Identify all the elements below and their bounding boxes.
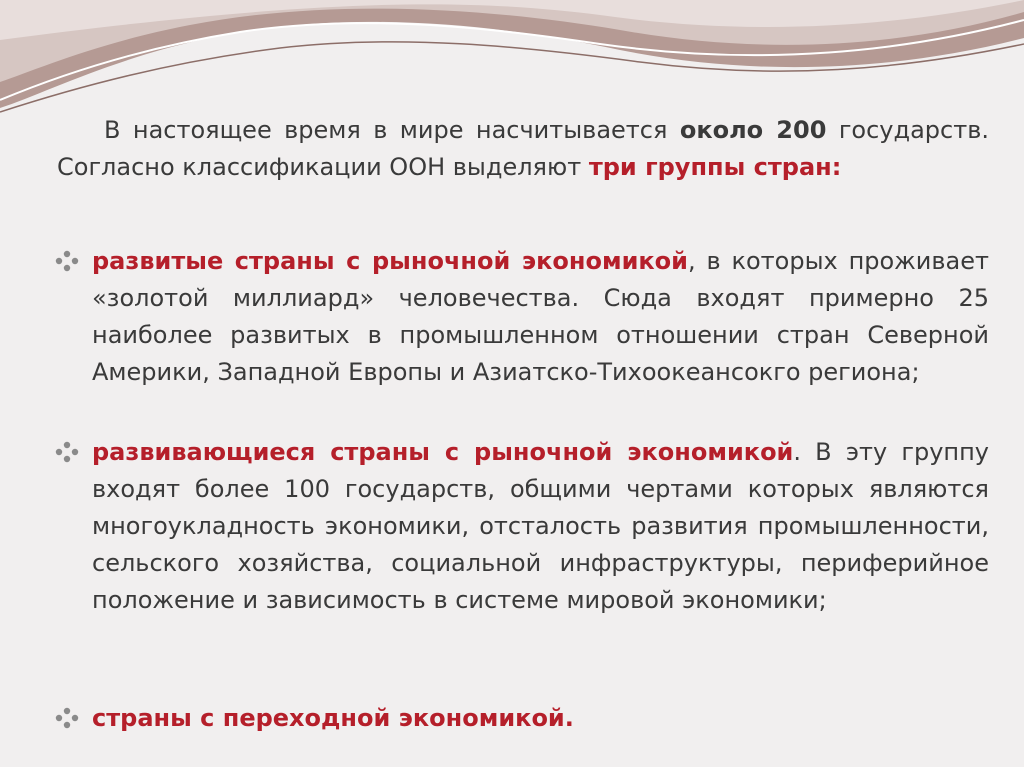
list-item-highlight: развитые страны с рыночной экономикой [92,247,688,275]
diamond-bullet-icon [54,441,80,463]
intro-text-1: В настоящее время в мире насчитывается [104,116,680,144]
intro-paragraph [57,112,989,186]
list-item-highlight: развивающиеся страны с рыночной экономикой [92,438,794,466]
list-item-highlight: страны с переходной экономикой. [92,704,574,732]
intro-bold-count: около 200 [679,116,827,144]
list-item-text: . В эту группу входят более 100 государств, общими чертами которых являются многоукладность экономики, отсталость развития промышленности, сельского хозяйства, социальной инфраструктуры, периферийное положение и зависимость в системе мировой экономики; [92,438,989,614]
list-item [92,700,989,737]
intro-highlight-groups: три группы стран: [588,153,842,181]
diamond-bullet-icon [54,250,80,272]
list-item [92,243,989,391]
list-item-text: , в которых проживает «золотой миллиард» человечества. Сюда входят примерно 25 наиболее развитых в промышленном отношении стран Северной Америки, Западной Европы и Азиатско-Тихоокеансокго региона; [92,247,989,386]
intro-text-2: государств. Согласно классификации ООН выделяют [57,116,989,181]
diamond-bullet-icon [54,707,80,729]
list-item [92,434,989,619]
